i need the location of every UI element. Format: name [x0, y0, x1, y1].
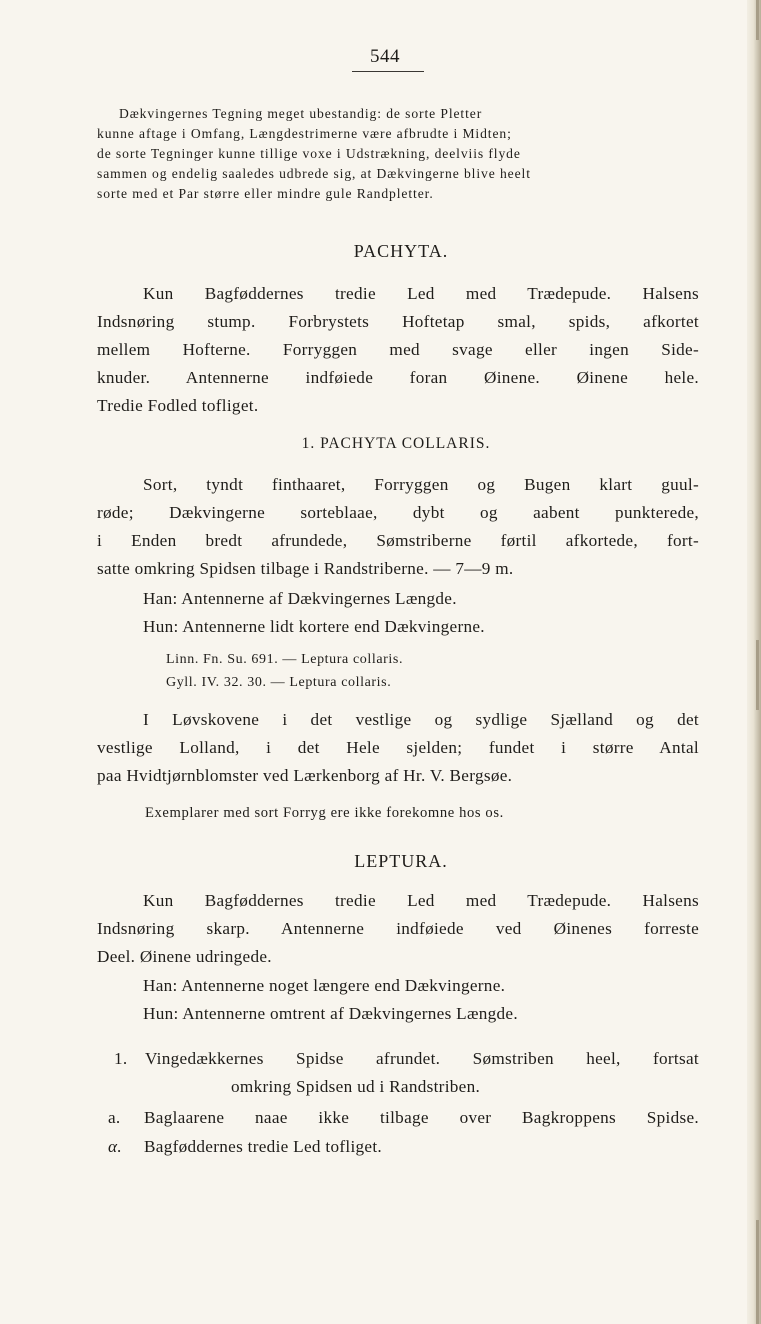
leptura-description-line: Deel. Øinene udringede.: [97, 947, 272, 966]
intro-line: Dækvingernes Tegning meget ubestandig: de sorte Pletter: [119, 106, 483, 121]
key-item-1-line: omkring Spidsen ud i Randstriben.: [231, 1077, 481, 1096]
species-description-line: i Enden bredt afrundede, Sømstriberne førtil afkortede, fort-: [97, 531, 699, 550]
pachyta-description-line: Kun Bagføddernes tredie Led med Trædepude. Halsens: [143, 284, 699, 303]
species-male-note: Han: Antennerne af Dækvingernes Længde.: [143, 589, 457, 608]
pachyta-description-line: knuder. Antennerne indføiede foran Øinene. Øinene hele.: [97, 368, 699, 387]
page-number-rule: [352, 71, 424, 72]
species-description-line: røde; Dækvingerne sorteblaae, dybt og aabent punkterede,: [97, 503, 699, 522]
species-description-line: Sort, tyndt finthaaret, Forryggen og Bugen klart guul-: [143, 475, 699, 494]
leptura-male-note: Han: Antennerne noget længere end Dækvingerne.: [143, 976, 506, 995]
literature-reference: Gyll. IV. 32. 30. — Leptura collaris.: [166, 675, 392, 690]
leptura-description-line: Kun Bagføddernes tredie Led med Trædepude. Halsens: [143, 891, 699, 910]
key-item-1-line: Vingedækkernes Spidse afrundet. Sømstriben heel, fortsat: [145, 1049, 699, 1068]
pachyta-description-line: mellem Hofterne. Forryggen med svage eller ingen Side-: [97, 340, 699, 359]
page-edge-ridge: [756, 0, 759, 40]
habitat-line: paa Hvidtjørnblomster ved Lærkenborg af Hr. V. Bergsøe.: [97, 766, 513, 785]
page-edge-shadow: [747, 0, 761, 1324]
intro-line: sorte med et Par større eller mindre gule Randpletter.: [97, 186, 434, 201]
pachyta-description-line: Tredie Fodled tofliget.: [97, 396, 259, 415]
pachyta-description-line: Indsnøring stump. Forbrystets Hoftetap smal, spids, afkortet: [97, 312, 699, 331]
habitat-line: vestlige Lolland, i det Hele sjelden; fundet i større Antal: [97, 738, 699, 757]
leptura-description-line: Indsnøring skarp. Antennerne indføiede ved Øinenes forreste: [97, 919, 699, 938]
key-marker-alpha: α.: [108, 1137, 122, 1156]
page-edge-ridge: [756, 640, 759, 710]
specimen-note: Exemplarer med sort Forryg ere ikke forekomne hos os.: [145, 805, 504, 821]
key-marker-a: a.: [108, 1108, 121, 1127]
key-item-alpha: Bagføddernes tredie Led tofliget.: [144, 1137, 383, 1156]
species-description-line: satte omkring Spidsen tilbage i Randstriberne. — 7—9 m.: [97, 559, 514, 578]
intro-line: kunne aftage i Omfang, Længdestrimerne være afbrudte i Midten;: [97, 126, 512, 141]
species-heading-pachyta-collaris: 1. PACHYTA COLLARIS.: [301, 435, 491, 452]
intro-line: de sorte Tegninger kunne tillige voxe i Udstrækning, deelviis flyde: [97, 146, 521, 161]
genus-heading-leptura: LEPTURA.: [354, 851, 448, 871]
literature-reference: Linn. Fn. Su. 691. — Leptura collaris.: [166, 652, 404, 667]
leptura-female-note: Hun: Antennerne omtrent af Dækvingernes Længde.: [143, 1004, 518, 1023]
species-female-note: Hun: Antennerne lidt kortere end Dækvingerne.: [143, 617, 485, 636]
key-item-a: Baglaarene naae ikke tilbage over Bagkroppens Spidse.: [144, 1108, 699, 1127]
intro-line: sammen og endelig saaledes udbrede sig, at Dækvingerne blive heelt: [97, 166, 531, 181]
page-number: 544: [370, 46, 400, 67]
habitat-line: I Løvskovene i det vestlige og sydlige Sjælland og det: [143, 710, 699, 729]
page-edge-ridge: [756, 1220, 759, 1324]
key-marker-1: 1.: [114, 1049, 128, 1068]
genus-heading-pachyta: PACHYTA.: [353, 241, 449, 261]
